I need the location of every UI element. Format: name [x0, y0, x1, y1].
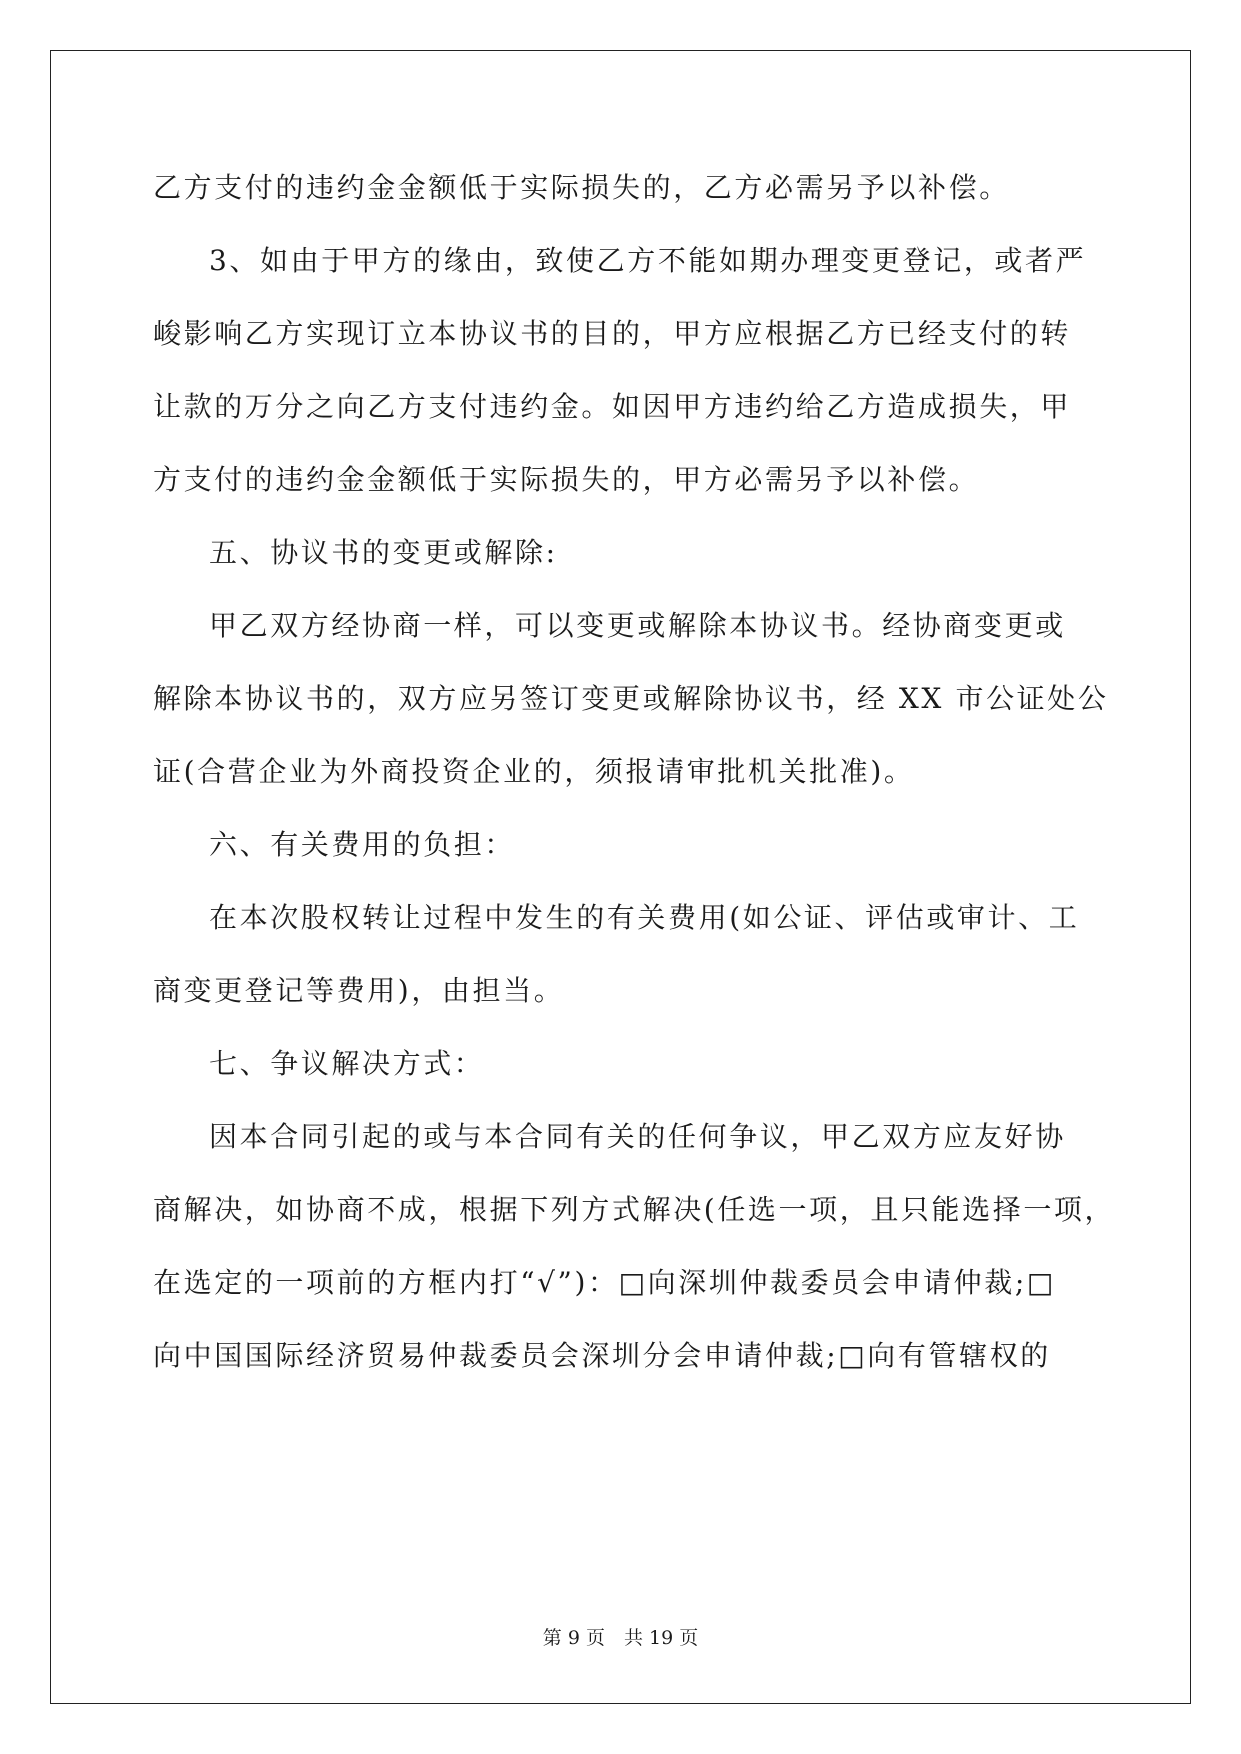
- text-line: 在本次股权转让过程中发生的有关费用(如公证、评估或审计、工: [209, 901, 1080, 934]
- text-line: 证(合营企业为外商投资企业的，须报请审批机关批准)。: [153, 755, 915, 788]
- text-line: 解除本协议书的，双方应另签订变更或解除协议书，经 XX 市公证处公: [153, 682, 1109, 715]
- text-line: 3、如由于甲方的缘由，致使乙方不能如期办理变更登记，或者严: [209, 244, 1087, 277]
- section-heading: 七、争议解决方式：: [209, 1047, 485, 1080]
- text-line: 乙方支付的违约金金额低于实际损失的，乙方必需另予以补偿。: [153, 171, 1010, 204]
- text-line: 向中国国际经济贸易仲裁委员会深圳分会申请仲裁;□向有管辖权的: [153, 1339, 1051, 1372]
- page-border: [50, 50, 1191, 1704]
- text-line: 商变更登记等费用)，由担当。: [153, 974, 565, 1007]
- page-number: 第 9 页 共 19 页: [542, 1627, 699, 1649]
- text-line: 甲乙双方经协商一样，可以变更或解除本协议书。经协商变更或: [209, 609, 1066, 642]
- section-heading: 五、协议书的变更或解除:: [209, 536, 558, 569]
- text-line: 商解决，如协商不成，根据下列方式解决(任选一项，且只能选择一项，: [153, 1193, 1116, 1226]
- section-heading: 六、有关费用的负担：: [209, 828, 516, 861]
- text-line: 方支付的违约金金额低于实际损失的，甲方必需另予以补偿。: [153, 463, 980, 496]
- text-line: 峻影响乙方实现订立本协议书的目的，甲方应根据乙方已经支付的转: [153, 317, 1072, 350]
- text-line: 让款的万分之向乙方支付违约金。如因甲方违约给乙方造成损失，甲: [153, 390, 1072, 423]
- text-line: 因本合同引起的或与本合同有关的任何争议，甲乙双方应友好协: [209, 1120, 1066, 1153]
- text-line: 在选定的一项前的方框内打“√”)：□向深圳仲裁委员会申请仲裁;□: [153, 1266, 1056, 1299]
